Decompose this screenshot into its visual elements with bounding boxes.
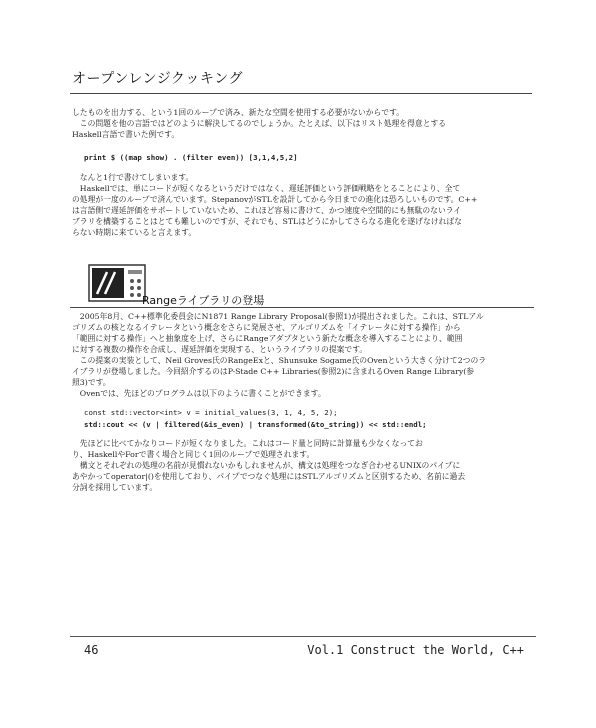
title-divider — [70, 93, 532, 94]
section-line: Ovenでは、先ほどのプログラムは以下のように書くことができます。 — [79, 389, 326, 398]
intro-line: したものを出力する、という1回のループで済み、新たな空間を使用する必要がないからです。 — [72, 108, 405, 117]
section-text — [72, 311, 532, 399]
section-line: 2005年8月、C++標準化委員会にN1871 Range Library Proposal(参照1)が提出されました。これは、STLアル — [79, 312, 484, 321]
intro-line: らない時期に来ていると言えます。 — [72, 228, 197, 237]
intro-text-2 — [72, 172, 532, 238]
section-line: イブラリが登場しました。今回紹介するのはP-Stade C++ Libraries(参照2)に含まれるOven Range Library(参 — [72, 367, 475, 376]
section-line: 分詞を採用しています。 — [72, 483, 158, 492]
intro-line: は言語側で遅延評価をサポートしていないため、これほど容易に書けて、かつ速度や空間的にも無駄のないライ — [72, 206, 462, 215]
page-title: オープンレンジクッキング — [72, 71, 243, 87]
intro-line: なんと1行で書けてしまいます。 — [79, 173, 194, 182]
section-line: 先ほどに比べてかなりコードが短くなりました。これはコード量と同時に計算量も少なくなってお — [79, 439, 423, 448]
section-line: に対する複数の操作を合成し、遅延評価を実現する、というライブラリの提案です。 — [72, 345, 368, 354]
section-line: 照3)です。 — [72, 378, 111, 387]
intro-line: Haskellでは、単にコードが短くなるというだけではなく、遅延評価という評価戦略をとることにより、全て — [79, 184, 461, 193]
oven-code-line-2: std::cout << (v | filtered(&is_even) | transformed(&to_string)) << std::endl; — [84, 420, 427, 429]
intro-line: の処理が一度のループで済んでいます。StepanovがSTLを設計してから今日までの進化は恐ろしいものです。C++ — [72, 195, 478, 204]
section-title: Rangeライブラリの登場 — [142, 294, 265, 307]
section-divider — [70, 307, 534, 308]
oven-code-line-1: const std::vector<int> v = initial_values(3, 1, 4, 5, 2); — [84, 408, 338, 417]
intro-line: Haskell言語で書いた例です。 — [72, 130, 180, 139]
section-line: この提案の実装として、Neil Groves氏のRangeExと、Shunsuke Sogame氏のOvenという大きく分けて2つのラ — [79, 356, 487, 365]
footer-title: Vol.1 Construct the World, C++ — [307, 643, 524, 657]
section-line: 構文とそれぞれの処理の名前が見慣れないかもしれませんが、構文は処理をつなぎ合わせるUNIXのパイプに — [79, 461, 461, 470]
oven-icon — [88, 264, 146, 302]
section-line: ゴリズムの核となるイテレータという概念をさらに発展させ、アルゴリズムを「イテレータに対する操作」から — [72, 323, 461, 332]
haskell-code: print $ ((map show) . (filter even)) [3,1,4,5,2] — [84, 153, 298, 162]
footer-divider — [70, 636, 536, 637]
intro-line: ブラリを構築することはとても難しいのですが、それでも、STLはどうにかしてさらなる進化を遂げなければな — [72, 217, 462, 226]
section-text-2 — [72, 438, 532, 493]
section-line: あやかってoperator|()を使用しており、パイプでつなぐ処理にはSTLアルゴリズムと区別するため、名前に過去 — [72, 472, 466, 481]
intro-line: この問題を他の言語ではどのように解決してるのでしょうか。たとえば、以下はリスト処理を得意とする — [79, 119, 447, 128]
section-line: 「範囲に対する操作」へと抽象度を上げ、さらにRangeアダプタという新たな概念を導入することにより、範囲 — [72, 334, 463, 343]
section-line: り、HaskellやForで書く場合と同じく1回のループで処理されます。 — [72, 450, 315, 459]
page-number: 46 — [84, 643, 99, 657]
intro-text — [72, 107, 532, 140]
